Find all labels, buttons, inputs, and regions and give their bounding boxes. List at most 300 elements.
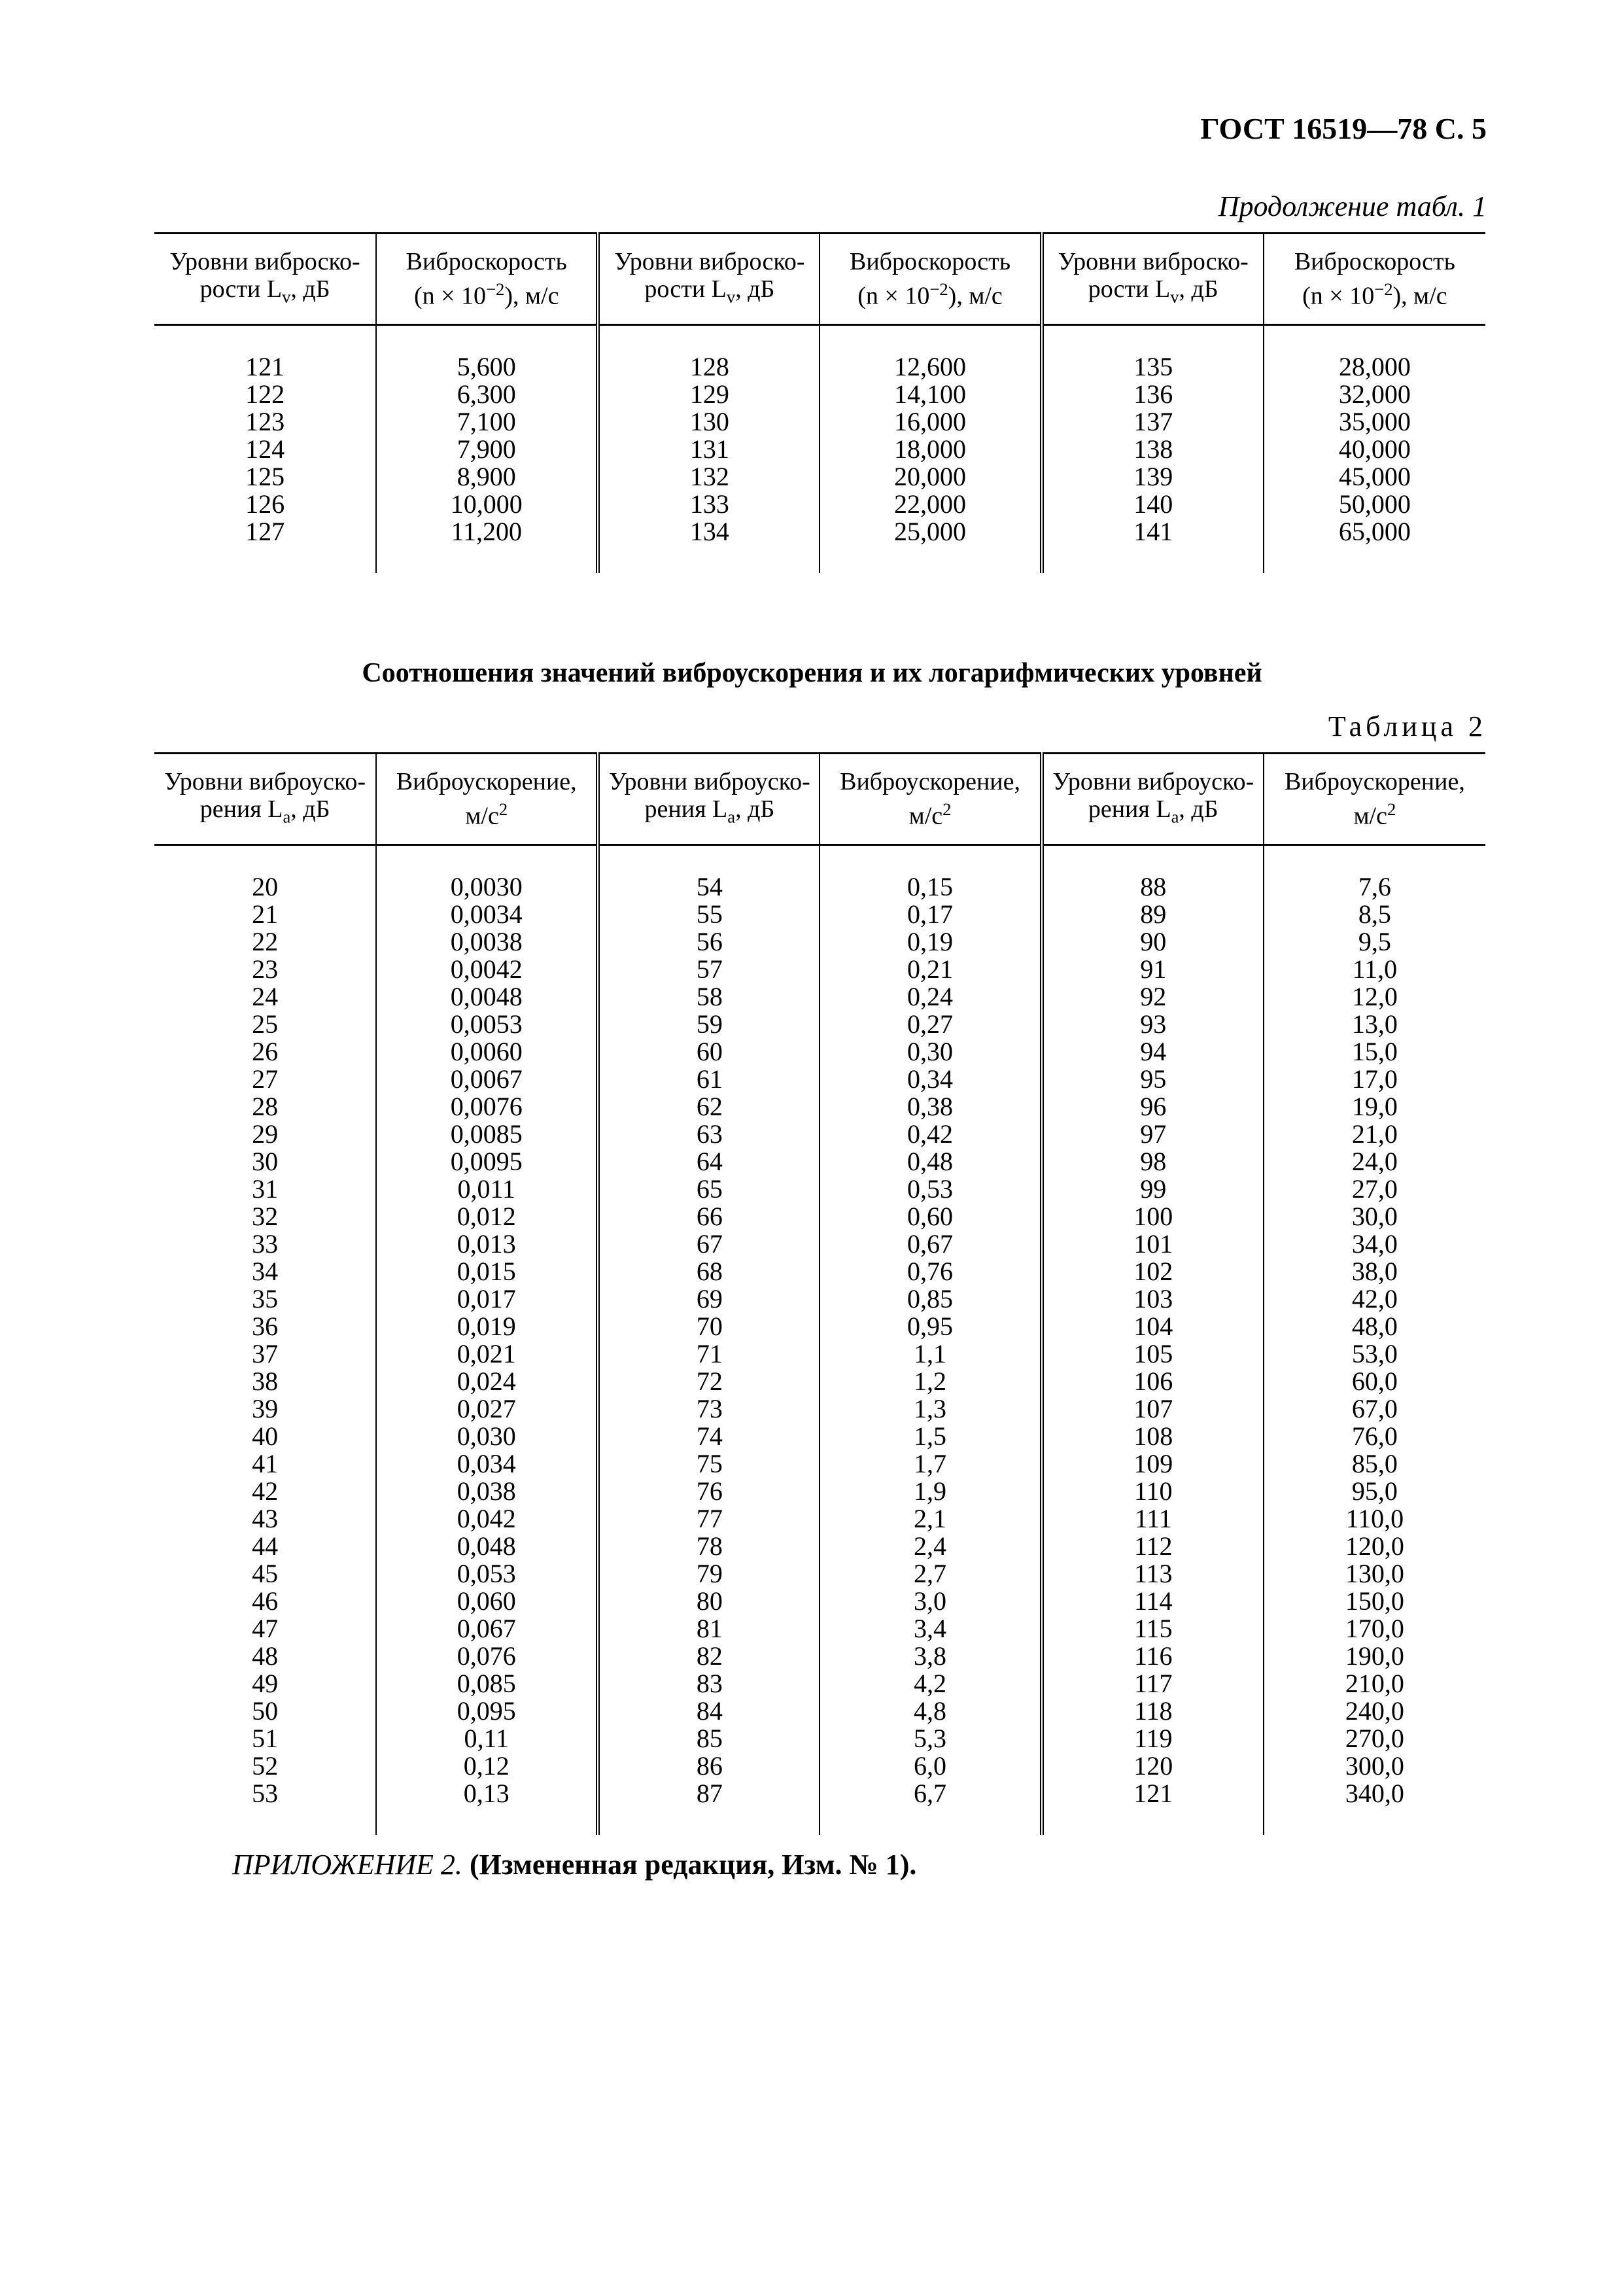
level-cell: 88 [1042, 873, 1264, 901]
table-row [154, 353, 1485, 381]
value-cell: 150,0 [1345, 1586, 1404, 1616]
value-cell: 0,017 [376, 1285, 598, 1313]
level-cell: 43 [154, 1505, 376, 1533]
level-cell: 74 [598, 1423, 820, 1450]
table-row [154, 1285, 1485, 1313]
level-cell: 114 [1042, 1588, 1264, 1615]
value-cell: 6,0 [820, 1752, 1041, 1780]
table-row [154, 1121, 1485, 1148]
level-cell: 104 [1042, 1313, 1264, 1340]
level-cell: 101 [1042, 1230, 1264, 1258]
value-cell: 8,900 [376, 463, 598, 491]
table-row [154, 1175, 1485, 1203]
value-cell: 50,000 [1338, 489, 1411, 519]
spacer-cell [820, 845, 1041, 874]
level-cell: 53 [154, 1780, 376, 1807]
level-cell: 45 [154, 1560, 376, 1588]
level-cell: 128 [598, 353, 820, 381]
header-subscript: v [1170, 287, 1179, 307]
value-cell: 1,2 [820, 1368, 1041, 1395]
table-row [154, 1725, 1485, 1752]
value-cell: 45,000 [1338, 462, 1411, 491]
value-cell: 0,076 [376, 1643, 598, 1670]
level-cell: 95 [1042, 1066, 1264, 1093]
header-line: Уровни виброуско- [608, 767, 810, 795]
level-cell: 72 [598, 1368, 820, 1395]
level-cell: 110 [1042, 1478, 1264, 1505]
value-cell: 6,7 [820, 1780, 1041, 1807]
value-cell: 25,000 [820, 518, 1041, 546]
value-cell: 32,000 [1338, 379, 1411, 409]
value-cell: 30,0 [1351, 1202, 1398, 1231]
level-cell: 97 [1042, 1121, 1264, 1148]
table-row [154, 1752, 1485, 1780]
table1-body [154, 325, 1485, 574]
header-line: м/с [465, 802, 499, 830]
value-cell: 300,0 [1345, 1751, 1404, 1781]
spacer-cell [1042, 325, 1264, 354]
value-cell: 7,100 [376, 408, 598, 436]
table-row [154, 1148, 1485, 1175]
spacer-cell [1042, 1807, 1264, 1835]
header-superscript: −2 [929, 279, 948, 300]
level-cell: 75 [598, 1450, 820, 1478]
spacer-row [154, 1807, 1485, 1835]
value-cell: 0,76 [820, 1258, 1041, 1285]
level-cell: 106 [1042, 1368, 1264, 1395]
level-cell: 129 [598, 381, 820, 408]
header-superscript: 2 [942, 799, 952, 820]
level-cell: 107 [1042, 1395, 1264, 1423]
level-cell: 46 [154, 1588, 376, 1615]
level-cell: 125 [154, 463, 376, 491]
header-line: ), м/с [948, 282, 1003, 310]
table-row [154, 1313, 1485, 1340]
header-line: ), м/с [504, 282, 559, 310]
table-row [154, 491, 1485, 518]
value-cell: 4,2 [820, 1670, 1041, 1697]
value-cell: 53,0 [1351, 1339, 1398, 1368]
value-cell: 10,000 [376, 491, 598, 518]
spacer-cell [1042, 845, 1264, 874]
value-cell: 0,0067 [376, 1066, 598, 1093]
value-cell: 130,0 [1345, 1559, 1404, 1588]
value-column-header [376, 234, 598, 325]
value-cell: 0,085 [376, 1670, 598, 1697]
value-cell: 67,0 [1351, 1394, 1398, 1423]
spacer-cell [1264, 546, 1485, 573]
appendix-note [232, 1848, 916, 1881]
value-cell: 60,0 [1351, 1366, 1398, 1396]
spacer-row [154, 325, 1485, 354]
level-cell: 137 [1042, 408, 1264, 436]
value-cell: 340,0 [1345, 1779, 1404, 1808]
level-column-header [1042, 234, 1264, 325]
value-cell: 0,17 [820, 901, 1041, 928]
spacer-cell [820, 1807, 1041, 1835]
level-cell: 119 [1042, 1725, 1264, 1752]
header-line: рости L [1088, 275, 1171, 303]
level-cell: 80 [598, 1588, 820, 1615]
value-cell: 27,0 [1351, 1174, 1398, 1204]
header-line: рения L [199, 795, 283, 823]
value-cell: 0,85 [820, 1285, 1041, 1313]
header-line: рости L [644, 275, 727, 303]
value-cell: 24,0 [1351, 1147, 1398, 1176]
header-line: Виброскорость [849, 248, 1011, 276]
value-cell: 15,0 [1351, 1037, 1398, 1066]
spacer-cell [154, 546, 376, 573]
header-superscript: 2 [1387, 799, 1396, 820]
value-cell: 0,67 [820, 1230, 1041, 1258]
header-line: Уровни виброуско- [164, 767, 366, 795]
value-cell: 0,053 [376, 1560, 598, 1588]
value-cell: 3,4 [820, 1615, 1041, 1643]
level-cell: 84 [598, 1697, 820, 1725]
value-cell: 2,7 [820, 1560, 1041, 1588]
spacer-row [154, 845, 1485, 874]
level-cell: 54 [598, 873, 820, 901]
level-cell: 57 [598, 956, 820, 983]
table-row [154, 1340, 1485, 1368]
header-line: Уровни виброуско- [1052, 767, 1254, 795]
level-cell: 139 [1042, 463, 1264, 491]
table-row [154, 1560, 1485, 1588]
level-cell: 81 [598, 1615, 820, 1643]
level-cell: 55 [598, 901, 820, 928]
table-row [154, 928, 1485, 956]
value-cell: 12,0 [1351, 982, 1398, 1011]
level-cell: 121 [154, 353, 376, 381]
value-cell: 0,0053 [376, 1011, 598, 1038]
table-row [154, 873, 1485, 901]
spacer-row [154, 546, 1485, 573]
table-row [154, 518, 1485, 546]
level-column-header [598, 754, 820, 845]
value-cell: 0,15 [820, 873, 1041, 901]
header-subscript: a [283, 807, 291, 827]
value-cell: 0,0076 [376, 1093, 598, 1121]
value-cell: 34,0 [1351, 1229, 1398, 1259]
value-cell: 21,0 [1351, 1119, 1398, 1149]
value-cell: 42,0 [1351, 1284, 1398, 1313]
level-cell: 108 [1042, 1423, 1264, 1450]
level-cell: 60 [598, 1038, 820, 1066]
header-line: Виброускорение, [1284, 768, 1465, 796]
level-cell: 20 [154, 873, 376, 901]
value-cell: 0,0085 [376, 1121, 598, 1148]
level-cell: 62 [598, 1093, 820, 1121]
spacer-cell [1264, 1807, 1485, 1835]
value-cell: 0,011 [376, 1175, 598, 1203]
level-cell: 90 [1042, 928, 1264, 956]
table-row [154, 1478, 1485, 1505]
value-cell: 0,0034 [376, 901, 598, 928]
value-cell: 5,3 [820, 1725, 1041, 1752]
value-column-header [1264, 754, 1485, 845]
value-cell: 0,95 [820, 1313, 1041, 1340]
value-cell: 7,900 [376, 436, 598, 463]
level-cell: 24 [154, 983, 376, 1011]
value-cell: 20,000 [820, 463, 1041, 491]
value-column-header [1264, 234, 1485, 325]
level-cell: 105 [1042, 1340, 1264, 1368]
table-row [154, 1697, 1485, 1725]
header-line: (n × 10 [413, 282, 487, 310]
level-cell: 64 [598, 1148, 820, 1175]
value-cell: 1,3 [820, 1395, 1041, 1423]
table-row [154, 381, 1485, 408]
level-cell: 98 [1042, 1148, 1264, 1175]
table2-header-row [154, 754, 1485, 845]
table-row [154, 1588, 1485, 1615]
value-cell: 0,30 [820, 1038, 1041, 1066]
value-cell: 0,21 [820, 956, 1041, 983]
spacer-cell [598, 546, 820, 573]
level-column-header [1042, 754, 1264, 845]
level-cell: 70 [598, 1313, 820, 1340]
level-cell: 35 [154, 1285, 376, 1313]
header-line: м/с [1353, 802, 1387, 830]
value-cell: 0,38 [820, 1093, 1041, 1121]
value-cell: 5,600 [376, 353, 598, 381]
level-cell: 93 [1042, 1011, 1264, 1038]
level-cell: 79 [598, 1560, 820, 1588]
level-cell: 127 [154, 518, 376, 546]
header-line: Виброускорение, [396, 768, 577, 796]
value-cell: 0,27 [820, 1011, 1041, 1038]
header-line: рения L [644, 795, 728, 823]
value-cell: 76,0 [1351, 1421, 1398, 1451]
value-cell: 0,042 [376, 1505, 598, 1533]
value-cell: 4,8 [820, 1697, 1041, 1725]
table-row [154, 983, 1485, 1011]
header-line: Уровни виброско- [614, 247, 805, 275]
value-cell: 6,300 [376, 381, 598, 408]
table-row [154, 1258, 1485, 1285]
page-header: ГОСТ 16519—78 С. 5 [1200, 112, 1487, 145]
table-row [154, 1066, 1485, 1093]
value-cell: 22,000 [820, 491, 1041, 518]
value-cell: 11,200 [376, 518, 598, 546]
value-cell: 120,0 [1345, 1531, 1404, 1561]
level-cell: 40 [154, 1423, 376, 1450]
value-cell: 0,012 [376, 1203, 598, 1230]
level-cell: 121 [1042, 1780, 1264, 1807]
table-row [154, 901, 1485, 928]
value-cell: 0,0042 [376, 956, 598, 983]
header-subscript: v [726, 287, 736, 307]
value-cell: 0,12 [376, 1752, 598, 1780]
table1-header-row [154, 234, 1485, 325]
level-cell: 77 [598, 1505, 820, 1533]
value-cell: 0,19 [820, 928, 1041, 956]
level-cell: 87 [598, 1780, 820, 1807]
level-cell: 113 [1042, 1560, 1264, 1588]
table-row [154, 1423, 1485, 1450]
level-cell: 29 [154, 1121, 376, 1148]
value-cell: 65,000 [1338, 517, 1411, 546]
value-cell: 0,0095 [376, 1148, 598, 1175]
spacer-cell [1264, 325, 1485, 354]
level-cell: 31 [154, 1175, 376, 1203]
header-line: , дБ [1179, 275, 1218, 303]
level-cell: 120 [1042, 1752, 1264, 1780]
level-cell: 78 [598, 1533, 820, 1560]
value-cell: 110,0 [1345, 1504, 1404, 1533]
level-cell: 71 [598, 1340, 820, 1368]
level-cell: 99 [1042, 1175, 1264, 1203]
value-cell: 0,42 [820, 1121, 1041, 1148]
spacer-cell [154, 1807, 376, 1835]
value-cell: 48,0 [1351, 1312, 1398, 1341]
level-cell: 42 [154, 1478, 376, 1505]
level-cell: 49 [154, 1670, 376, 1697]
header-line: , дБ [735, 275, 775, 303]
table-row [154, 1533, 1485, 1560]
level-cell: 32 [154, 1203, 376, 1230]
level-cell: 22 [154, 928, 376, 956]
level-cell: 73 [598, 1395, 820, 1423]
value-cell: 1,7 [820, 1450, 1041, 1478]
header-superscript: −2 [1374, 279, 1393, 300]
level-cell: 23 [154, 956, 376, 983]
value-cell: 16,000 [820, 408, 1041, 436]
value-cell: 240,0 [1345, 1696, 1404, 1726]
value-cell: 35,000 [1338, 407, 1411, 436]
spacer-cell [1264, 845, 1485, 874]
header-line: рения L [1088, 795, 1171, 823]
value-cell: 3,8 [820, 1643, 1041, 1670]
level-cell: 69 [598, 1285, 820, 1313]
table-row [154, 956, 1485, 983]
spacer-cell [1042, 546, 1264, 573]
value-column-header [376, 754, 598, 845]
header-subscript: a [727, 807, 736, 827]
table2-label: Таблица 2 [1328, 710, 1487, 742]
value-cell: 0,015 [376, 1258, 598, 1285]
level-cell: 47 [154, 1615, 376, 1643]
value-cell: 9,5 [1358, 927, 1391, 956]
header-superscript: 2 [498, 799, 508, 820]
spacer-cell [376, 845, 598, 874]
level-cell: 28 [154, 1093, 376, 1121]
value-cell: 19,0 [1351, 1092, 1398, 1121]
value-cell: 210,0 [1345, 1669, 1404, 1698]
value-cell: 170,0 [1345, 1614, 1404, 1643]
level-cell: 94 [1042, 1038, 1264, 1066]
level-cell: 138 [1042, 436, 1264, 463]
value-cell: 0,024 [376, 1368, 598, 1395]
level-cell: 116 [1042, 1643, 1264, 1670]
level-cell: 59 [598, 1011, 820, 1038]
header-superscript: −2 [486, 279, 505, 300]
spacer-cell [376, 325, 598, 354]
level-cell: 48 [154, 1643, 376, 1670]
level-cell: 126 [154, 491, 376, 518]
header-line: , дБ [735, 795, 775, 823]
value-cell: 0,48 [820, 1148, 1041, 1175]
table-row [154, 1038, 1485, 1066]
value-cell: 40,000 [1338, 434, 1411, 464]
value-cell: 270,0 [1345, 1724, 1404, 1753]
header-line: , дБ [290, 275, 330, 303]
level-cell: 109 [1042, 1450, 1264, 1478]
level-cell: 51 [154, 1725, 376, 1752]
level-cell: 91 [1042, 956, 1264, 983]
level-cell: 38 [154, 1368, 376, 1395]
value-cell: 85,0 [1351, 1449, 1398, 1478]
value-cell: 0,060 [376, 1588, 598, 1615]
level-cell: 33 [154, 1230, 376, 1258]
table-row [154, 1368, 1485, 1395]
level-cell: 21 [154, 901, 376, 928]
header-line: Виброскорость [406, 248, 567, 276]
level-cell: 30 [154, 1148, 376, 1175]
appendix-note-title: ПРИЛОЖЕНИЕ 2. [232, 1849, 462, 1881]
value-column-header [820, 234, 1041, 325]
value-cell: 0,53 [820, 1175, 1041, 1203]
level-cell: 134 [598, 518, 820, 546]
level-cell: 39 [154, 1395, 376, 1423]
level-cell: 27 [154, 1066, 376, 1093]
level-cell: 83 [598, 1670, 820, 1697]
value-cell: 0,030 [376, 1423, 598, 1450]
level-cell: 36 [154, 1313, 376, 1340]
value-cell: 0,067 [376, 1615, 598, 1643]
level-cell: 26 [154, 1038, 376, 1066]
spacer-cell [154, 845, 376, 874]
value-cell: 2,4 [820, 1533, 1041, 1560]
header-line: Уровни виброско- [1058, 247, 1249, 275]
level-cell: 112 [1042, 1533, 1264, 1560]
value-column-header [820, 754, 1041, 845]
value-cell: 0,019 [376, 1313, 598, 1340]
table-row [154, 463, 1485, 491]
level-cell: 25 [154, 1011, 376, 1038]
level-cell: 102 [1042, 1258, 1264, 1285]
table-row [154, 1780, 1485, 1807]
spacer-cell [598, 845, 820, 874]
spacer-cell [598, 325, 820, 354]
header-line: Уровни виброско- [169, 247, 360, 275]
header-line: ), м/с [1392, 282, 1447, 310]
value-cell: 0,0038 [376, 928, 598, 956]
level-cell: 63 [598, 1121, 820, 1148]
level-column-header [154, 754, 376, 845]
level-cell: 136 [1042, 381, 1264, 408]
table2-body [154, 845, 1485, 1835]
value-cell: 14,100 [820, 381, 1041, 408]
level-cell: 133 [598, 491, 820, 518]
header-line: , дБ [290, 795, 330, 823]
header-line: Виброускорение, [840, 768, 1020, 796]
level-cell: 111 [1042, 1505, 1264, 1533]
value-cell: 0,021 [376, 1340, 598, 1368]
table1 [154, 232, 1485, 573]
spacer-cell [598, 1807, 820, 1835]
value-cell: 7,6 [1358, 872, 1391, 901]
level-cell: 118 [1042, 1697, 1264, 1725]
value-cell: 1,1 [820, 1340, 1041, 1368]
level-cell: 122 [154, 381, 376, 408]
table2-caption: Соотношения значений виброускорения и их логарифмических уровней [362, 658, 1262, 688]
value-cell: 95,0 [1351, 1476, 1398, 1506]
level-column-header [598, 234, 820, 325]
appendix-note-revision: (Измененная редакция, Изм. № 1). [469, 1849, 917, 1881]
value-cell: 0,13 [376, 1780, 598, 1807]
spacer-cell [154, 325, 376, 354]
